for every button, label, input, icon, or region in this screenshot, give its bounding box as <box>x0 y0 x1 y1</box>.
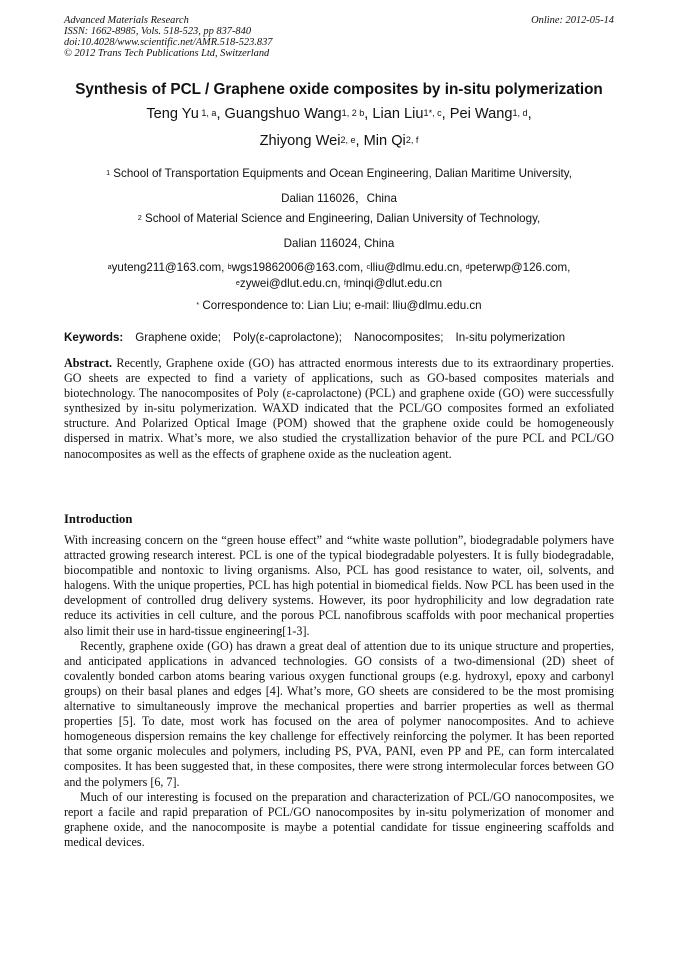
affil-sup: 1 <box>106 168 111 178</box>
email-sup: f <box>343 278 346 288</box>
author-affil-sup: 2, e <box>340 135 356 146</box>
affil-text: Dalian 116026，China <box>281 192 397 205</box>
journal-doi: doi:10.4028/www.scientific.net/AMR.518-523.837 <box>64 37 273 48</box>
journal-info <box>64 15 272 59</box>
author-sep: , <box>527 106 532 122</box>
paragraph: Much of our interesting is focused on the preparation and characterization of PCL/GO nanocomposites, we report a facile and rapid preparation of PCL/GO nanocomposites by in-situ polymerization of monomer and graphene oxide, and the nanocomposite is maybe a potential candidate for tissue engineering scaffolds and medical devices. <box>64 789 614 849</box>
email-sup: c <box>366 262 371 272</box>
keyword-item: Nanocomposites; <box>353 331 444 344</box>
email-link: wgs19862006@163.com, <box>231 261 367 274</box>
email-link: minqi@dlut.edu.cn <box>345 277 443 290</box>
email-sup: e <box>235 278 240 288</box>
abstract-text: Recently, Graphene oxide (GO) has attracted enormous interests due to its extraordinary properties. GO sheets are expected to find a variety of applications, such as GO-based composites materials and biotechnology. The nanocomposites of Poly (ε-caprolactone) (PCL) and graphene oxide (GO) were successfully synthesized by in-situ polymerization. WAXD indicated that the PCL/GO composites formed an exfoliated structure. And Polarized Optical Image (POM) showed that the graphene oxide could be homogeneously dispersed in matrix. What’s more, we also studied the crystallization behavior of the pure PCL and PCL/GO nanocomposites as well as the effects of graphene oxide as the nucleation agent. <box>64 356 614 461</box>
email-link: peterwp@126.com, <box>469 261 571 274</box>
journal-copyright: © 2012 Trans Tech Publications Ltd, Switzerland <box>64 48 270 59</box>
keyword-item: Poly(ε-caprolactone); <box>233 331 342 344</box>
author-line-1 <box>40 104 638 124</box>
affiliation-1 <box>40 163 638 209</box>
corr-sup: * <box>196 300 200 310</box>
abstract-label: Abstract. <box>64 356 113 370</box>
section-heading-introduction: Introduction <box>64 512 133 526</box>
author-affil-sup: 1, a <box>198 108 217 119</box>
keywords <box>64 331 565 344</box>
email-block <box>40 260 638 314</box>
keyword-item: Graphene oxide; <box>135 331 222 344</box>
email-sup: b <box>227 262 232 272</box>
correspondence: Correspondence to: Lian Liu; e-mail: lliu@dlmu.edu.cn <box>199 299 482 312</box>
email-sup: d <box>465 262 470 272</box>
author-name: , Min Qi <box>355 133 406 149</box>
paragraph: With increasing concern on the “green house effect” and “white waste pollution”, biodegradable polymers have attracted growing research interest. PCL is one of the typical biodegradable polyesters. It is fully biodegradable, biocompatible and nontoxic to living organisms. Also, PCL has good resistance to water, oil, solvents, and halogens. With the unique properties, PCL has high potential in biomedical fields. Now PCL has been used in the development of controlled drug delivery systems. However, its poor hydrophilicity and low degradation rate reduce its activities in cell culture, and the porous PCL nanofibrous scaffolds with poor mechanical properties also limit their use in hard-tissue engineering[1-3]. <box>64 533 614 638</box>
email-sup: a <box>107 262 112 272</box>
online-date: Online: 2012-05-14 <box>531 15 614 26</box>
email-link: yuteng211@163.com, <box>111 261 228 274</box>
author-line-2 <box>40 131 638 151</box>
email-link: zywei@dlut.edu.cn, <box>239 277 344 290</box>
author-name: , Lian Liu <box>364 106 424 122</box>
paper-title: Synthesis of PCL / Graphene oxide composites by in-situ polymerization <box>75 81 603 98</box>
affil-text: Dalian 116024, China <box>283 237 395 250</box>
author-affil-sup: 1, d <box>512 108 528 119</box>
paragraph: Recently, graphene oxide (GO) has drawn a great deal of attention due to its unique structure and properties, and anticipated applications in advanced technologies. GO consists of a two-dimensional (2D) sheet of covalently bonded carbon atoms bearing various oxygen functional groups (e.g. hydroxyl, epoxy and carbonyl groups) on their basal planes and edges [4]. What’s more, GO sheets are considered to be the most promising alternative to simultaneously improve the mechanical properties and barrier properties as well as thermal properties [5]. To date, most work has focused on the area of polymer nanocomposites. And to achieve homogeneous dispersion remains the key challenge for effectively reinforcing the polymer. It has been reported that some organic molecules and polymers, including PS, PVA, PANI, even PP and PE, can form intercalated composites. It has been suggested that, in these composites, there were strong intermolecular forces between GO and the polymers [6, 7]. <box>64 638 614 789</box>
abstract <box>64 356 614 462</box>
affiliation-2 <box>40 208 638 254</box>
affil-text: School of Material Science and Engineering, Dalian University of Technology, <box>141 212 541 225</box>
journal-issn: ISSN: 1662-8985, Vols. 518-523, pp 837-840 <box>64 26 252 37</box>
author-affil-sup: 2, f <box>405 135 419 146</box>
author-name: Zhiyong Wei <box>259 133 341 149</box>
introduction-body <box>64 533 614 850</box>
author-name: , Pei Wang <box>441 106 513 122</box>
author-affil-sup: 1*, c <box>423 108 442 119</box>
keywords-label: Keywords: <box>64 331 124 344</box>
author-name: Teng Yu <box>146 106 199 122</box>
affil-text: School of Transportation Equipments and Ocean Engineering, Dalian Maritime University, <box>110 167 572 180</box>
author-name: , Guangshuo Wang <box>216 106 342 122</box>
author-affil-sup: 1, 2 b <box>341 108 365 119</box>
keyword-item: In-situ polymerization <box>455 331 566 344</box>
email-link: lliu@dlmu.edu.cn, <box>370 261 466 274</box>
journal-name: Advanced Materials Research <box>64 15 189 26</box>
affil-sup: 2 <box>137 213 142 223</box>
